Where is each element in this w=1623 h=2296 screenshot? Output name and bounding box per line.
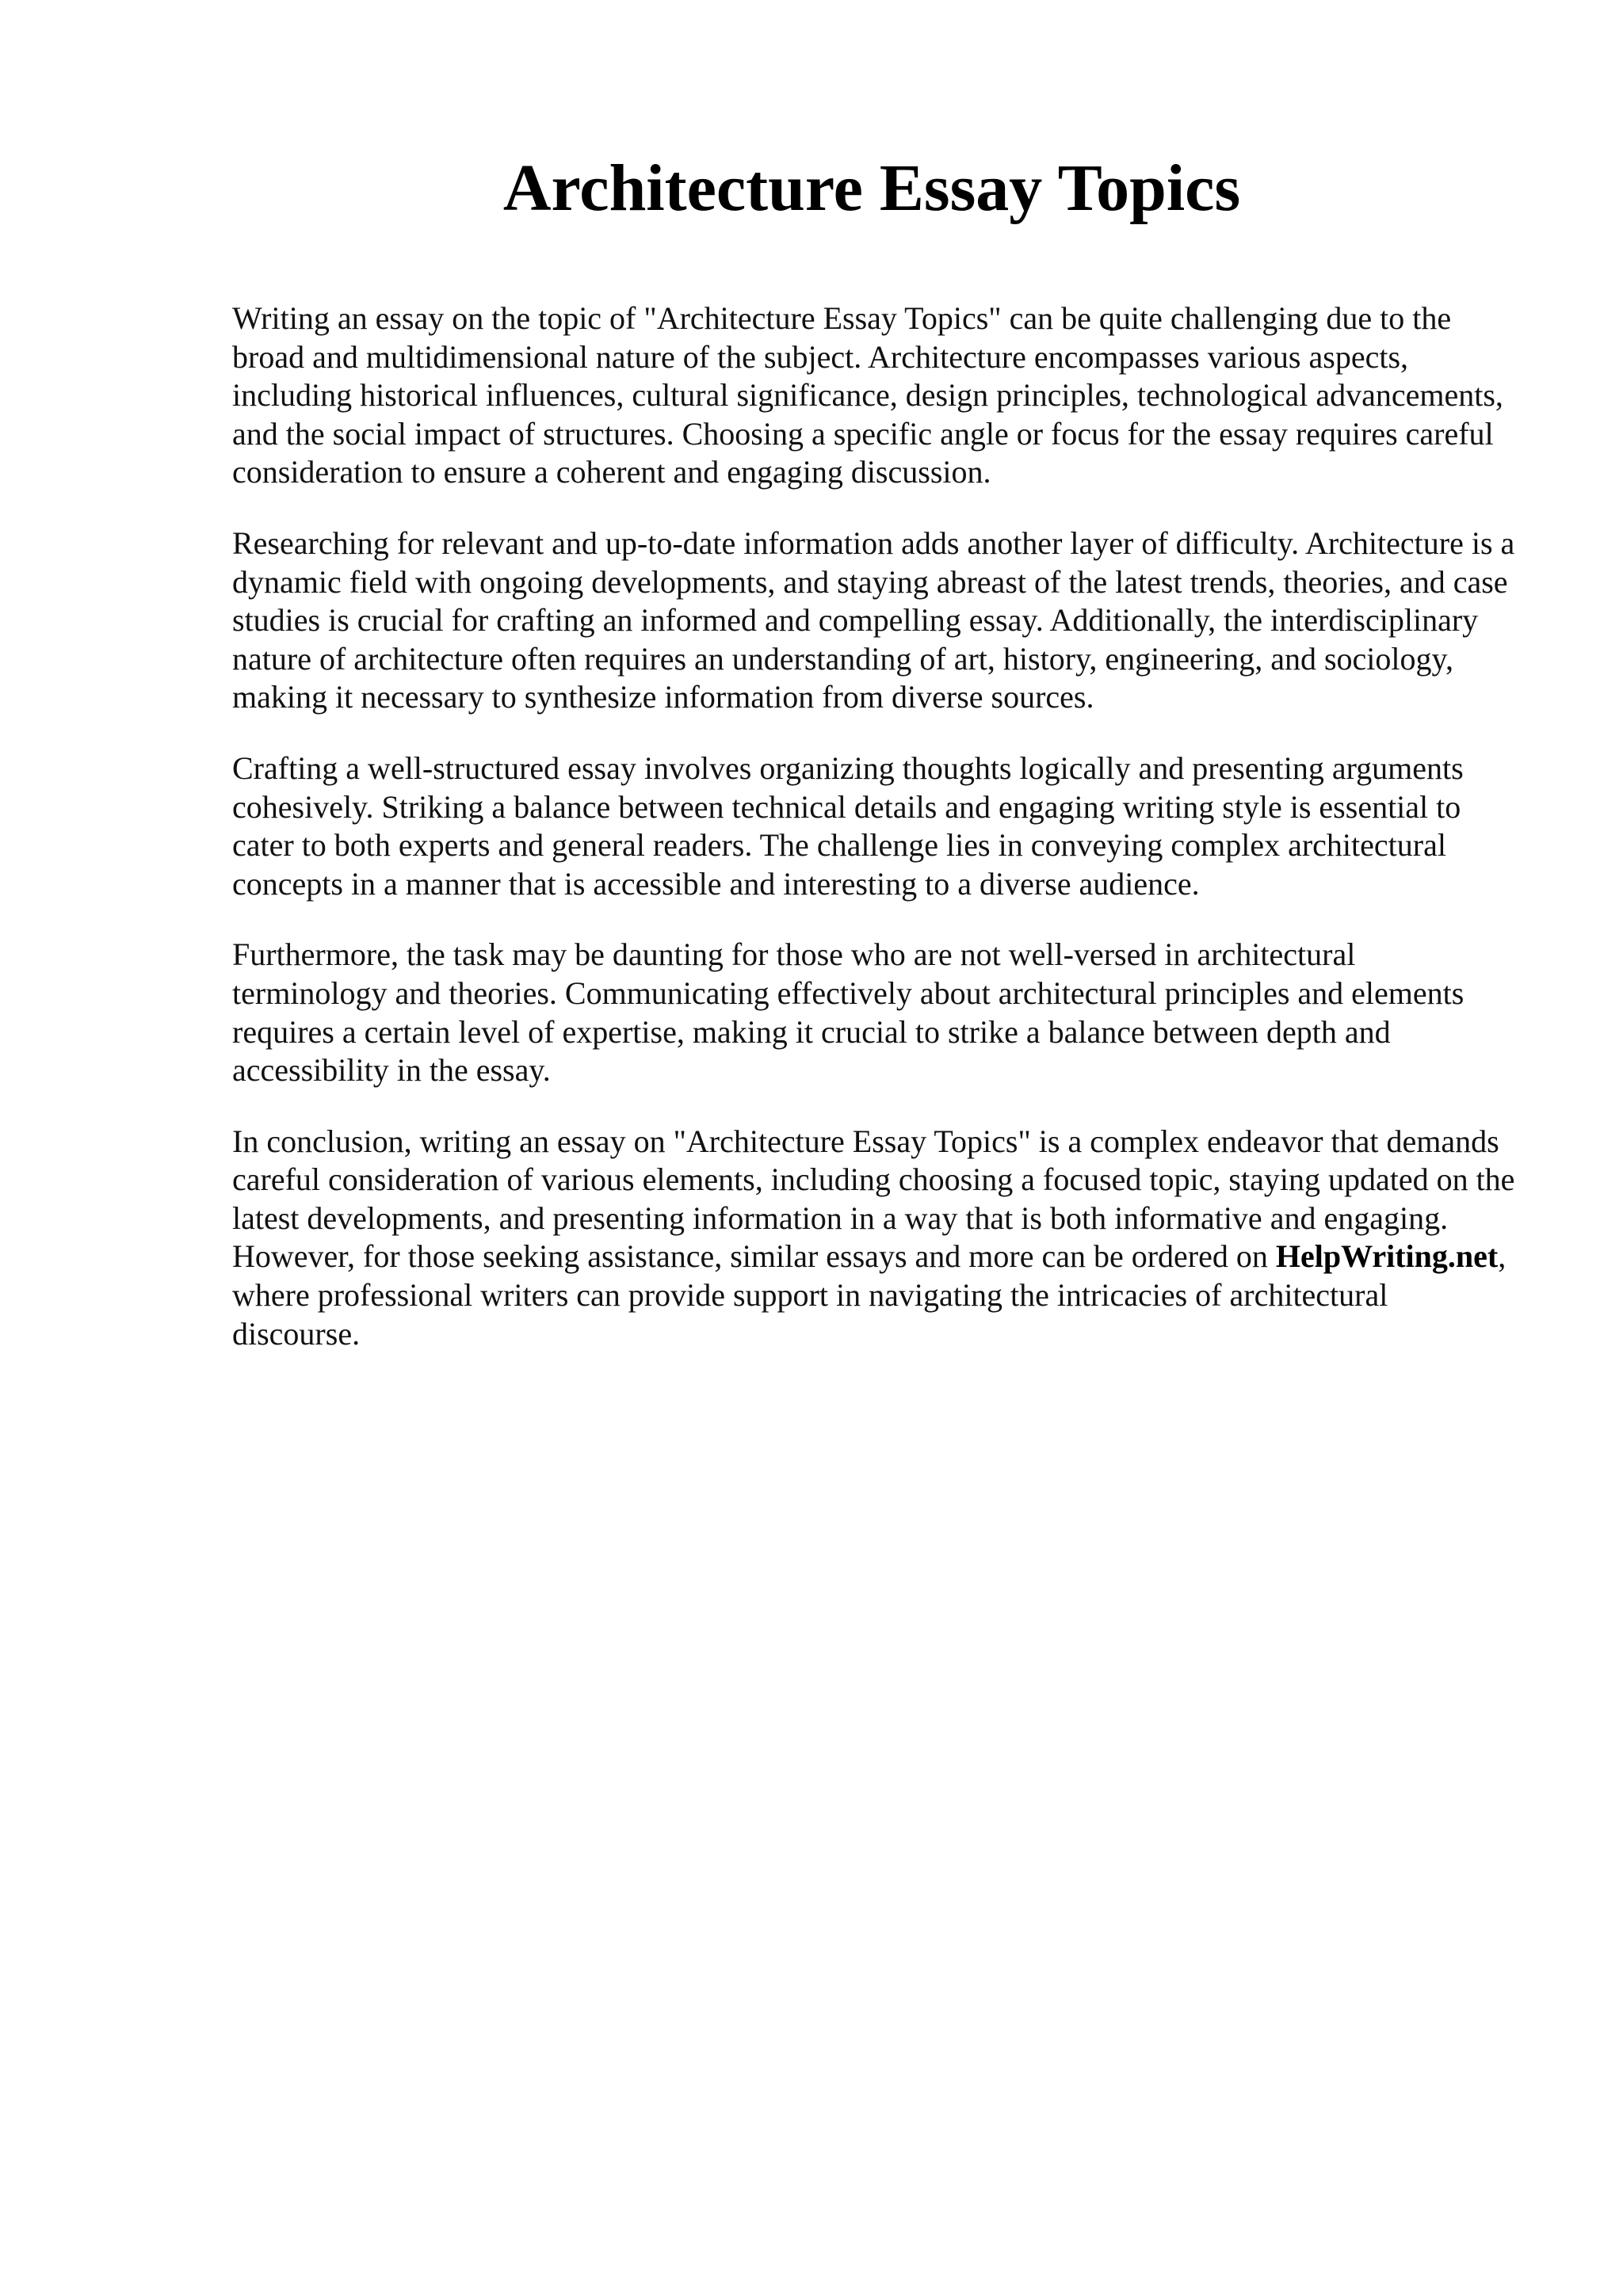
paragraph-intro: Writing an essay on the topic of "Architecture Essay Topics" can be quite challenging due to the broad and multidimensional nature of the subject. Architecture encompasses various aspects, including historical influences, cultural significance, design principles, technological advancements, and the social impact of structures. Choosing a specific angle or focus for the essay requires careful consideration to ensure a coherent and engaging discussion. — [232, 300, 1503, 490]
conclusion-text-end: , where professional writers can provide support in navigating the intricacies of architectural discourse. — [232, 1238, 1507, 1352]
paragraph-structure: Crafting a well-structured essay involves organizing thoughts logically and presenting arguments cohesively. Striking a balance between technical details and engaging writing style is essential to cater to both experts and general readers. The challenge lies in conveying complex architectural concepts in a manner that is accessible and interesting to a diverse audience. — [232, 749, 1464, 902]
paragraph-research: Researching for relevant and up-to-date information adds another layer of difficulty. Architecture is a dynamic field with ongoing developments, and staying abreast of the latest trends, theories, and case studies is crucial for crafting an informed and compelling essay. Additionally, the interdisciplinary nature of architecture often requires an understanding of art, history, engineering, and sociology, making it necessary to synthesize information from diverse sources. — [232, 524, 1515, 715]
document-title: Architecture Essay Topics — [502, 151, 1241, 225]
conclusion-text-start: In conclusion, writing an essay on "Architecture Essay Topics" is a complex endeavor that demands careful consideration of various elements, including choosing a focused topic, staying updated on the latest developments, and presenting information in a way that is both informative and engaging. However, for those seeking assistance, similar essays and more can be ordered on — [232, 1123, 1515, 1275]
document-body — [232, 299, 1516, 1386]
helpwriting-link[interactable]: HelpWriting.net — [1275, 1238, 1499, 1275]
paragraph-conclusion — [232, 1123, 1516, 1354]
paragraph-terminology: Furthermore, the task may be daunting for those who are not well-versed in architectural terminology and theories. Communicating effectively about architectural principles and elements requires a certain level of expertise, making it crucial to strike a balance between depth and accessibility in the essay. — [232, 936, 1465, 1089]
